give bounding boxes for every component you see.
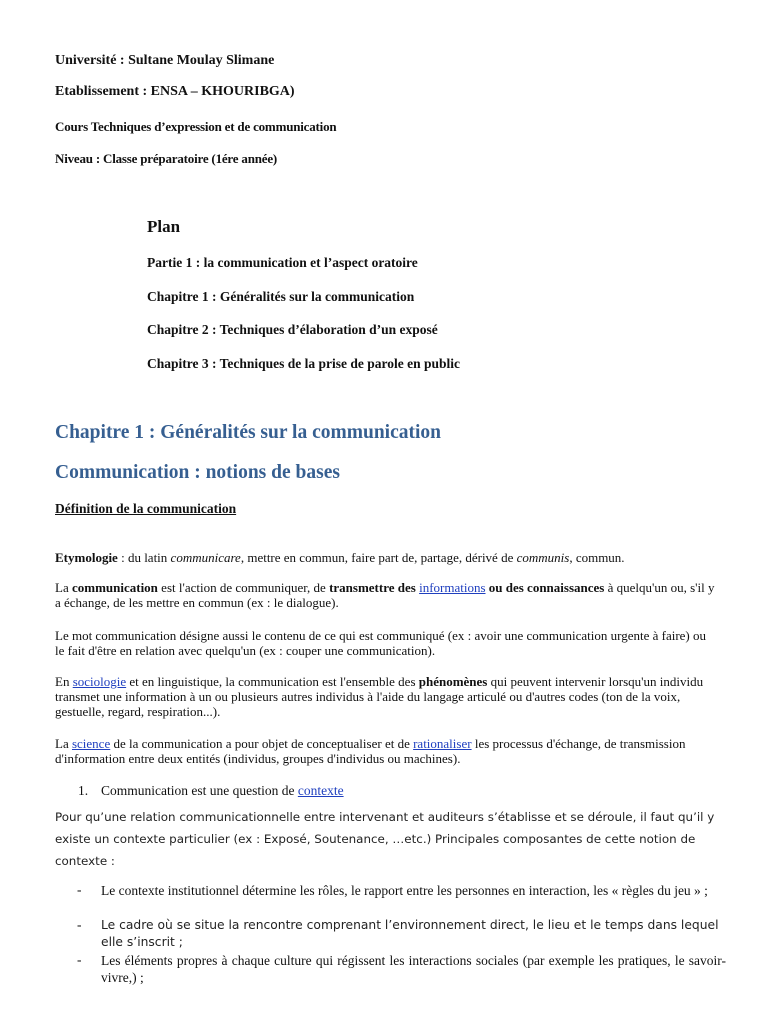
bold-term: phénomènes — [418, 674, 488, 689]
text-run: La — [55, 736, 72, 751]
bullet-item: Le contexte institutionnel détermine les rôles, le rapport entre les personnes en interaction, les « règles du jeu » ; — [101, 883, 708, 898]
text-run: est l'action de communiquer, de — [157, 580, 330, 595]
numbered-item — [101, 783, 344, 799]
bullet-dash: - — [77, 882, 82, 897]
word-meaning-paragraph: Le mot communication désigne aussi le contenu de ce qui est communiqué (ex : avoir une communication urgente à faire) ou le fait d'être en relation avec quelqu'un (ex : couper une communication). — [55, 628, 707, 658]
bold-term: ou des connaissances — [485, 580, 605, 595]
latin-word: communicare — [170, 550, 241, 565]
definition-paragraph — [55, 580, 715, 610]
text-run: Communication est une question de — [101, 783, 298, 798]
text-run: , commun. — [569, 550, 625, 565]
etymology-term: Etymologie — [55, 550, 118, 565]
rationaliser-link[interactable]: rationaliser — [413, 736, 472, 751]
sociology-paragraph — [55, 674, 715, 719]
plan-item: Chapitre 2 : Techniques d’élaboration d’un exposé — [147, 322, 438, 337]
bullet-item: Les éléments propres à chaque culture qui régissent les interactions sociales (par exemple les pratiques, le savoir-vivre,) ; — [101, 953, 726, 985]
informations-link[interactable]: informations — [419, 580, 486, 595]
text-run: les processus d'échange, de transmission d'information entre deux entités (individus, groupes d'individus ou machines). — [55, 736, 686, 766]
latin-word: communis — [516, 550, 570, 565]
text-run: qui peuvent intervenir lorsqu'un individu transmet une information à un ou plusieurs autres individus à l'aide du langage articulé ou d'autres codes (ton de la voix, gestuelle, regard, respiration...). — [55, 674, 704, 719]
text-run: à quelqu'un ou, s'il y a échange, de les mettre en commun (ex : le dialogue). — [55, 580, 715, 610]
bullet-dash: - — [77, 917, 82, 932]
section-heading: Définition de la communication — [55, 501, 237, 516]
level-line: Niveau : Classe préparatoire (1ére année) — [55, 151, 278, 166]
text-run: : du latin — [117, 550, 171, 565]
text-run: de la communication a pour objet de conceptualiser et de — [110, 736, 414, 751]
science-link[interactable]: science — [71, 736, 111, 751]
establishment-line: Etablissement : ENSA – KHOURIBGA) — [55, 84, 295, 99]
sociologie-link[interactable]: sociologie — [72, 674, 127, 689]
plan-item: Chapitre 1 : Généralités sur la communication — [147, 289, 415, 304]
science-paragraph — [55, 736, 715, 766]
plan-item: Partie 1 : la communication et l’aspect oratoire — [147, 255, 418, 270]
bold-term: transmettre des — [329, 580, 416, 595]
chapter-subtitle: Communication : notions de bases — [55, 462, 340, 483]
plan-item: Chapitre 3 : Techniques de la prise de parole en public — [147, 356, 461, 371]
context-paragraph: Pour qu’une relation communicationnelle entre intervenant et auditeurs s’établisse et se déroule, il faut qu’il y existe un contexte particulier (ex : Exposé, Soutenance, …etc.) Principales composantes de cette notion de contexte : — [55, 810, 715, 868]
contexte-link[interactable]: contexte — [297, 783, 344, 798]
plan-title: Plan — [147, 217, 181, 236]
bullet-dash: - — [77, 952, 82, 967]
text-run: et en linguistique, la communication est l'ensemble des — [126, 674, 419, 689]
bold-term: communication — [71, 580, 158, 595]
university-line: Université : Sultane Moulay Slimane — [55, 53, 275, 68]
text-run: La — [55, 580, 72, 595]
bullet-item: Le cadre où se situe la rencontre comprenant l’environnement direct, le lieu et le temps dans lequel elle s’inscrit ; — [101, 918, 719, 949]
course-line: Cours Techniques d’expression et de communication — [55, 119, 337, 134]
text-run: En — [55, 674, 73, 689]
etymology-paragraph — [55, 550, 715, 565]
chapter-title: Chapitre 1 : Généralités sur la communication — [55, 422, 442, 443]
list-number: 1. — [78, 783, 89, 798]
text-run: , mettre en commun, faire part de, partage, dérivé de — [240, 550, 517, 565]
